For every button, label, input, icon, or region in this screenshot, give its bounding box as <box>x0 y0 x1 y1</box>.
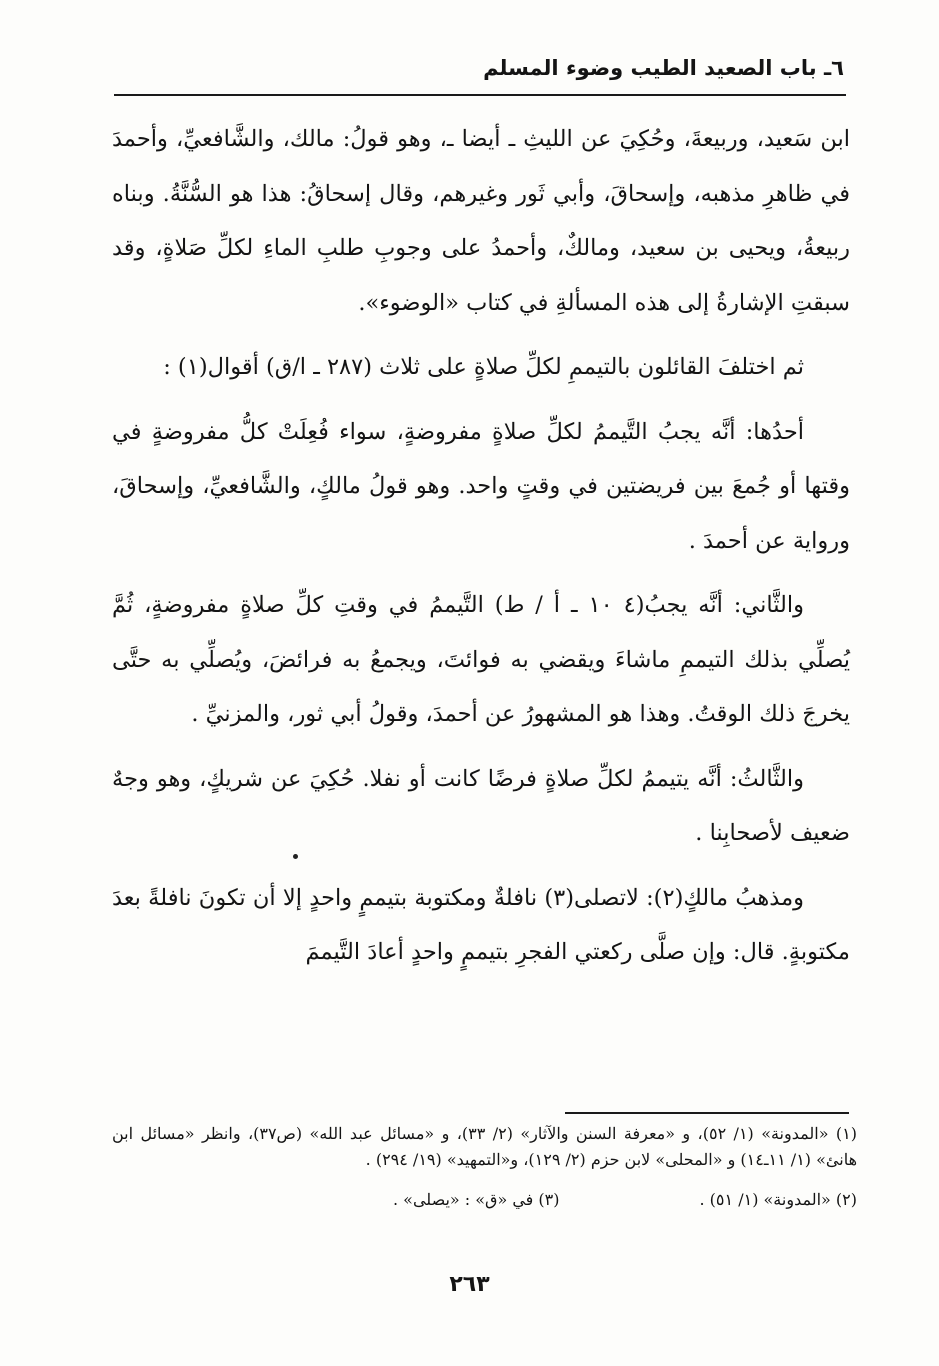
paragraph-2: ثم اختلفَ القائلون بالتيممِ لكلِّ صلاةٍ على ثلاث (٢٨٧ ـ ا/ق) أقوال(١) : <box>163 354 804 380</box>
footnote-3: (٣) في «ق» : «يصلى» . <box>392 1190 560 1209</box>
header-rule <box>114 94 846 96</box>
footnote-row <box>112 1187 857 1213</box>
running-header: ٦ـ باب الصعيد الطيب وضوء المسلم <box>483 56 844 80</box>
print-speck <box>293 854 298 859</box>
page-number: ٢٦٣ <box>449 1272 490 1297</box>
paragraph-4: والثَّاني: أنَّه يجبُ(٤ ١٠ ـ أ / ط) التَّيممُ في وقتِ كلِّ صلاةٍ مفروضةٍ، ثُمَّ يُصلِّي بذلك التيممِ ماشاءَ ويقضي به فوائتَ، ويجمعُ به فرائضَ، ويُصلِّي به حتَّى يخرجَ ذلك الوقتُ. وهذا هو المشهورُ عن أحمدَ، وقولُ أبي ثور، والمزنيِّ . <box>112 592 850 727</box>
paragraph-3: أحدُها: أنَّه يجبُ التَّيممُ لكلِّ صلاةٍ مفروضةٍ، سواء فُعِلَتْ كلُّ مفروضةٍ في وقتها أو جُمعَ بين فريضتين في وقتٍ واحد. وهو قولُ مالكٍ، والشَّافعيِّ، وإسحاقَ، ورواية عن أحمدَ . <box>112 418 850 554</box>
paragraph-5: والثَّالثُ: أنَّه يتيممُ لكلِّ صلاةٍ فرضًا كانت أو نفلا. حُكِيَ عن شريكٍ، وهو وجهٌ ضعيف لأصحابِنا . <box>112 765 850 846</box>
main-text <box>112 112 850 990</box>
paragraph-6: ومذهبُ مالكٍ(٢): لاتصلى(٣) نافلةٌ ومكتوبة بتيممٍ واحدٍ إلا أن تكونَ نافلةً بعدَ مكتوبةٍ. قال: وإن صلَّى ركعتي الفجرِ بتيممٍ واحدٍ أعادَ التَّيممَ <box>112 884 850 965</box>
footnote-rule <box>565 1112 849 1114</box>
footnotes <box>112 1121 857 1213</box>
paragraph-1: ابن سَعيد، وربيعةَ، وحُكِيَ عن الليثِ ـ أيضا ـ، وهو قولُ: مالك، والشَّافعيِّ، وأحمدَ في ظاهرِ مذهبه، وإسحاقَ، وأبي ثَور وغيرهم، وقال إسحاقُ: هذا هو السُّنَّةُ. وبناه ربيعةُ، ويحيى بن سعيد، ومالكٌ، وأحمدُ على وجوبِ طلبِ الماءِ لكلِّ صَلاةٍ، وقد سبقتِ الإشارةُ إلى هذه المسألةِ في كتاب «الوضوء». <box>112 126 850 316</box>
footnote-2: (٢) «المدونة» (١/ ٥١) . <box>699 1190 857 1209</box>
footnote-1: (١) «المدونة» (١/ ٥٢)، و «معرفة السنن والآثار» (٢/ ٣٣)، و «مسائل عبد الله» (ص٣٧)، وانظر «مسائل ابن هانئ» (١/ ١١ـ١٤) و «المحلى» لابن حزم (٢/ ١٢٩)، و«التمهيد» (١٩/ ٢٩٤) . <box>112 1124 857 1169</box>
